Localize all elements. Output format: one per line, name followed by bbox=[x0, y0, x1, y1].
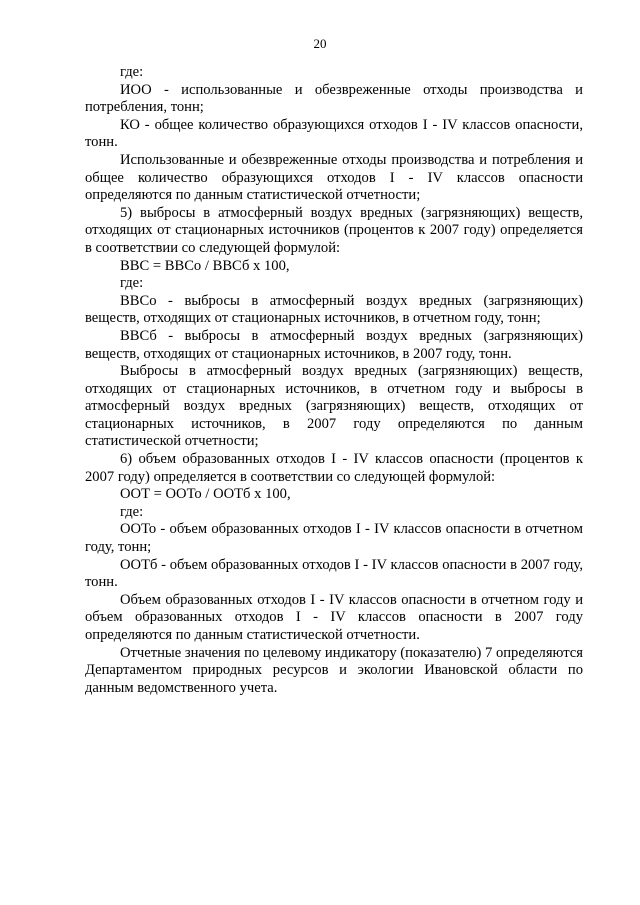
paragraph-formula-oot: ООТ = ООТо / ООТб x 100, bbox=[120, 486, 291, 503]
paragraph-ko-definition: КО - общее количество образующихся отходов I - IV классов опасности, тонн. bbox=[85, 116, 583, 151]
paragraph-where-1: где: bbox=[120, 64, 144, 80]
paragraph-ioo-definition: ИОО - использованные и обезвреженные отходы производства и потребления, тонн; bbox=[85, 81, 583, 116]
paragraph-item-6: 6) объем образованных отходов I - IV классов опасности (процентов к 2007 году) определяется в соответствии со следующей формулой: bbox=[85, 451, 583, 485]
paragraph-item-5: 5) выбросы в атмосферный воздух вредных (загрязняющих) веществ, отходящих от стационарных источников (процентов к 2007 году) определяется в соответствии со следующей формулой: bbox=[85, 204, 583, 256]
page-number: 20 bbox=[313, 36, 327, 51]
paragraph-waste-volume-statistics: Объем образованных отходов I - IV классов опасности в отчетном году и объем образованных отходов I - IV классов опасности в 2007 году определяются по данным статистической отчетности. bbox=[85, 591, 583, 643]
paragraph-vvso-definition: ВВСо - выбросы в атмосферный воздух вредных (загрязняющих) веществ, отходящих от стационарных источников, в отчетном году, тонн; bbox=[85, 292, 583, 327]
paragraph-ooto-definition: ООТо - объем образованных отходов I - IV классов опасности в отчетном году, тонн; bbox=[85, 521, 583, 556]
paragraph-ootb-definition: ООТб - объем образованных отходов I - IV классов опасности в 2007 году, тонн. bbox=[85, 556, 583, 591]
paragraph-where-2: где: bbox=[120, 275, 144, 292]
paragraph-waste-statistics: Использованные и обезвреженные отходы производства и потребления и общее количество образующихся отходов I - IV классов опасности определяются по данным статистической отчетности; bbox=[85, 151, 583, 204]
paragraph-indicator-7: Отчетные значения по целевому индикатору (показателю) 7 определяются Департаментом природных ресурсов и экологии Ивановской области по данным ведомственного учета. bbox=[85, 644, 583, 696]
document-body bbox=[85, 64, 583, 697]
paragraph-where-3: где: bbox=[120, 503, 144, 520]
paragraph-formula-vvs: ВВС = ВВСо / ВВСб x 100, bbox=[120, 257, 290, 274]
paragraph-emissions-statistics: Выбросы в атмосферный воздух вредных (загрязняющих) веществ, отходящих от стационарных источников, в отчетном году и выбросы в атмосферный воздух вредных (загрязняющих) веществ, отходящих от стационарных источников, в 2007 году определяются по данным статистической отчетности; bbox=[85, 363, 583, 450]
paragraph-vvsb-definition: ВВСб - выбросы в атмосферный воздух вредных (загрязняющих) веществ, отходящих от стационарных источников, в 2007 году, тонн. bbox=[85, 327, 583, 362]
